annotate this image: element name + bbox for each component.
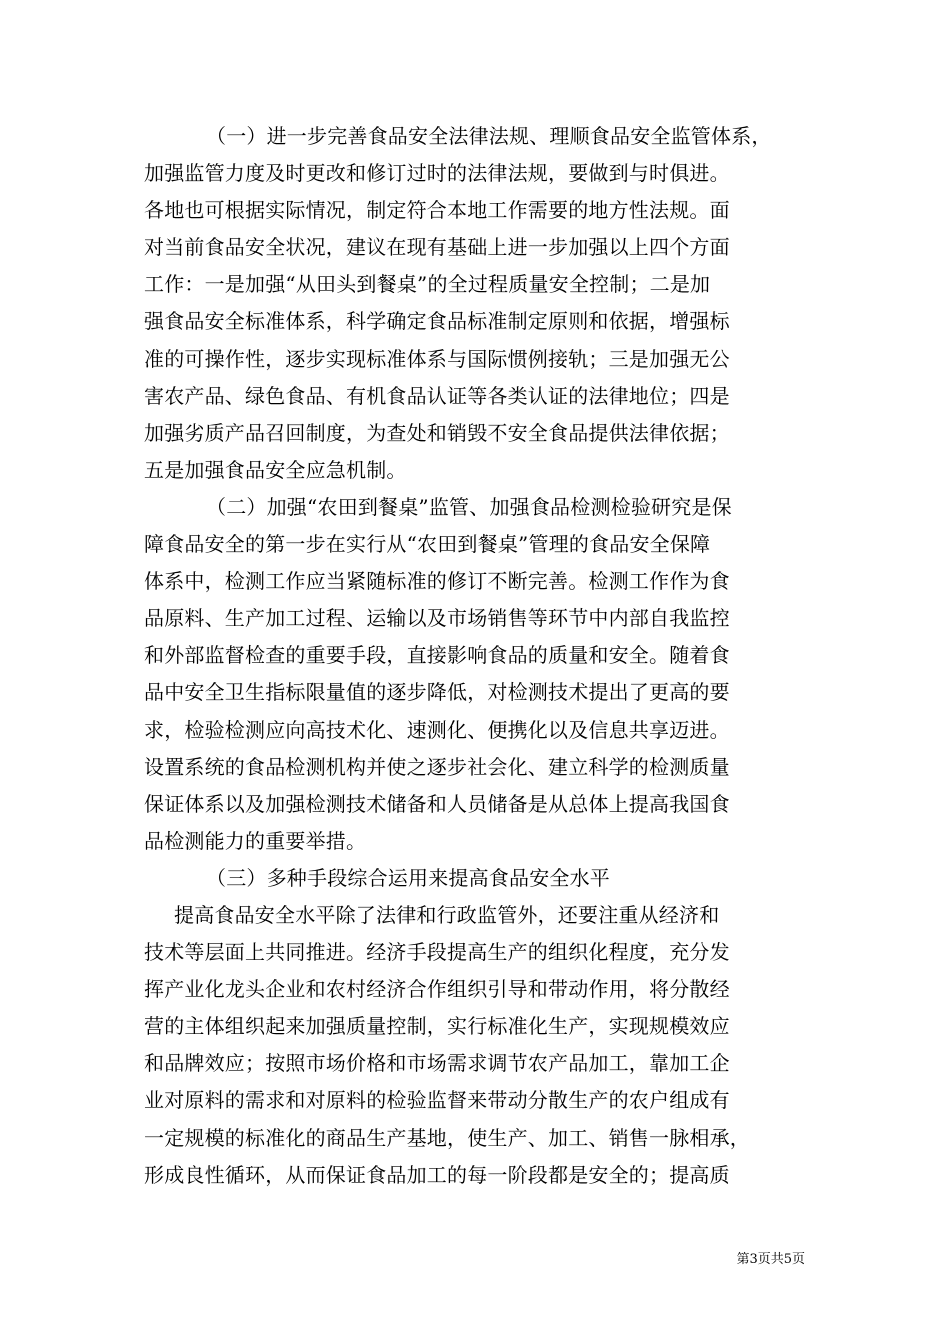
text-line: 准的可操作性，逐步实现标准体系与国际惯例接轨；三是加强无公 (144, 346, 730, 371)
text-line: 设置系统的食品检测机构并使之逐步社会化、建立科学的检测质量 (144, 754, 730, 779)
text-line: 加强监管力度及时更改和修订过时的法律法规，要做到与时俱进。 (144, 161, 730, 186)
text-line: 害农产品、绿色食品、有机食品认证等各类认证的法律地位；四是 (144, 383, 730, 408)
text-line: 五是加强食品安全应急机制。 (144, 457, 407, 482)
text-line: 强食品安全标准体系，科学确定食品标准制定原则和依据，增强标 (144, 309, 730, 334)
body-text (144, 118, 816, 1194)
text-line: 和品牌效应；按照市场价格和市场需求调节农产品加工，靠加工企 (144, 1051, 730, 1076)
text-line: 品检测能力的重要举措。 (144, 828, 367, 853)
text-line: 品中安全卫生指标限量值的逐步降低，对检测技术提出了更高的要 (144, 680, 730, 705)
text-line: 和外部监督检查的重要手段，直接影响食品的质量和安全。随着食 (144, 643, 730, 668)
text-line: 工作：一是加强“从田头到餐桌”的全过程质量安全控制；二是加 (144, 272, 711, 297)
text-line: 技术等层面上共同推进。经济手段提高生产的组织化程度，充分发 (144, 940, 730, 965)
section-heading: （三）多种手段综合运用来提高食品安全水平 (206, 865, 610, 890)
text-line: （二）加强“农田到餐桌”监管、加强食品检测检验研究是保 (206, 494, 732, 519)
text-line: 一定规模的标准化的商品生产基地，使生产、加工、销售一脉相承， (144, 1125, 750, 1150)
text-line: 障食品安全的第一步在实行从“农田到餐桌”管理的食品安全保障 (144, 532, 711, 557)
text-line: 形成良性循环，从而保证食品加工的每一阶段都是安全的；提高质 (144, 1162, 730, 1187)
page-number: 第3页共5页 (736, 1252, 805, 1267)
text-line: 挥产业化龙头企业和农村经济合作组织引导和带动作用，将分散经 (144, 977, 730, 1002)
text-line: 对当前食品安全状况，建议在现有基础上进一步加强以上四个方面 (144, 235, 730, 260)
text-line: 品原料、生产加工过程、运输以及市场销售等环节中内部自我监控 (144, 606, 730, 631)
text-line: 业对原料的需求和对原料的检验监督来带动分散生产的农户组成有 (144, 1088, 730, 1113)
text-line: 各地也可根据实际情况，制定符合本地工作需要的地方性法规。面 (144, 198, 730, 223)
text-line: 求，检验检测应向高技术化、速测化、便携化以及信息共享迈进。 (144, 717, 730, 742)
text-line: 保证体系以及加强检测技术储备和人员储备是从总体上提高我国食 (144, 791, 730, 816)
text-line: 加强劣质产品召回制度，为查处和销毁不安全食品提供法律依据； (144, 420, 730, 445)
text-line: 体系中，检测工作应当紧随标准的修订不断完善。检测工作作为食 (144, 569, 730, 594)
text-line: （一）进一步完善食品安全法律法规、理顺食品安全监管体系， (206, 124, 772, 148)
text-line: 营的主体组织起来加强质量控制，实行标准化生产，实现规模效应 (144, 1014, 730, 1039)
text-line: 提高食品安全水平除了法律和行政监管外，还要注重从经济和 (174, 902, 720, 927)
